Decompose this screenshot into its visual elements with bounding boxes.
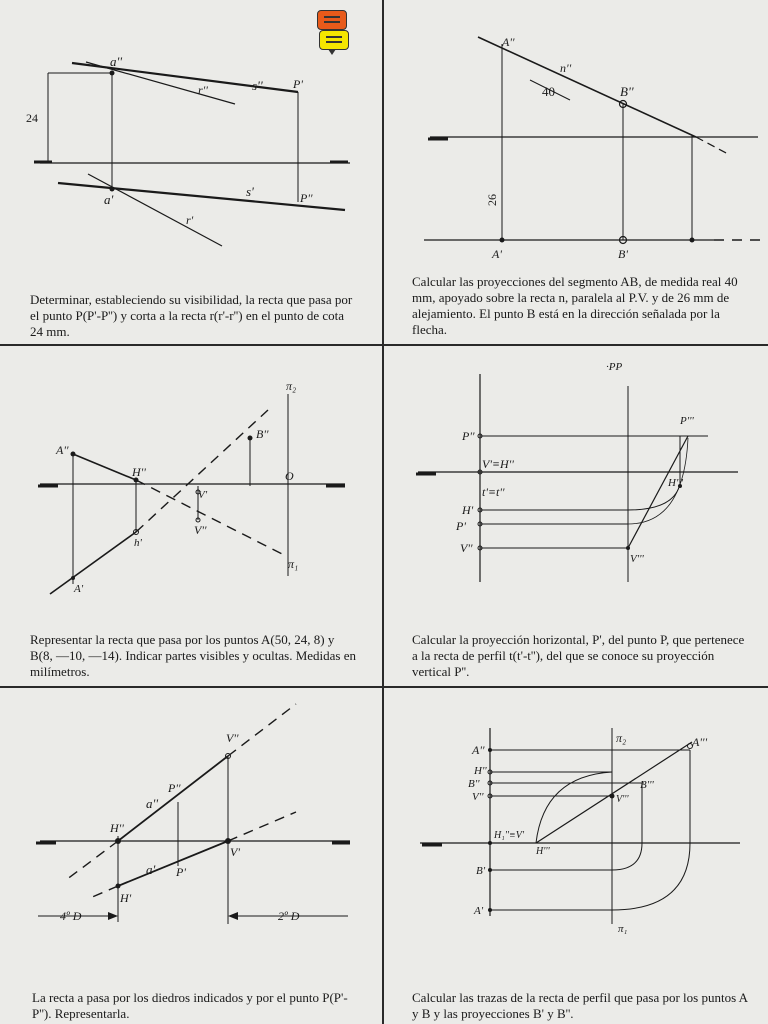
label: H''' xyxy=(536,846,550,857)
exercise-panel-2 xyxy=(384,0,768,344)
label: A' xyxy=(74,583,84,595)
label: P' xyxy=(456,519,466,533)
label: A' xyxy=(492,247,502,261)
label: A''' xyxy=(692,735,708,749)
exercise-panel-5 xyxy=(0,688,382,1024)
label: P'' xyxy=(462,429,475,443)
exercise-caption xyxy=(30,292,360,340)
label: P'' xyxy=(168,781,181,795)
label: B' xyxy=(476,865,486,877)
label: H' xyxy=(120,891,132,905)
label: H'' xyxy=(132,465,146,479)
label: n'' xyxy=(560,61,572,75)
exercise-panel-6 xyxy=(384,688,768,1024)
exercise-caption xyxy=(30,632,360,680)
label: B'' xyxy=(468,778,480,790)
label: B''' xyxy=(640,779,654,791)
exercise-caption xyxy=(412,274,752,338)
label: H'' xyxy=(110,821,124,835)
label: 26 xyxy=(485,194,499,206)
drawing-5 xyxy=(0,688,382,1024)
label: s' xyxy=(246,184,254,199)
label: π₁ xyxy=(618,923,628,935)
label: a'' xyxy=(146,796,159,811)
caption-text: La recta a pasa por los diedros indicados y por el punto P(P'-P''). Representarla. xyxy=(32,990,348,1021)
label: A'' xyxy=(56,443,69,457)
label: 4º D xyxy=(60,909,82,923)
label: V'' xyxy=(194,523,207,537)
label: H'' xyxy=(474,765,487,777)
label: π₂ xyxy=(286,379,297,393)
label: r'' xyxy=(198,83,208,97)
label: P' xyxy=(176,865,186,879)
label: A'' xyxy=(472,743,485,757)
label: P''' xyxy=(680,415,694,427)
label: 40 xyxy=(542,84,555,99)
caption-text: Calcular la proyección horizontal, P', del punto P, que pertenece a la recta de perfil t(t'-t''), del que se conoce su proyección vertical P''. xyxy=(412,632,745,679)
label: r' xyxy=(186,213,194,227)
label: H' xyxy=(462,503,474,517)
label: V''' xyxy=(630,553,644,565)
label: V''' xyxy=(616,794,629,805)
label: V'≡H'' xyxy=(482,457,514,471)
label: ·PP xyxy=(606,361,623,373)
label: V' xyxy=(198,489,208,501)
label: A' xyxy=(474,905,484,917)
exercise-panel-3 xyxy=(0,346,382,686)
caption-text: Calcular las trazas de la recta de perfil que pasa por los puntos A y B y las proyecciones B' y B''. xyxy=(412,990,748,1021)
exercise-caption xyxy=(412,632,752,680)
label: V'' xyxy=(460,541,473,555)
label: B' xyxy=(618,247,628,261)
label: B'' xyxy=(256,427,269,441)
label: H₁''≡V' xyxy=(494,830,524,841)
label: π₁ xyxy=(288,557,299,571)
caption-text: Determinar, estableciendo su visibilidad, la recta que pasa por el punto P(P'-P'') y corta a la recta r(r'-r'') en el punto de cota 24 mm. xyxy=(30,292,353,339)
label: V'' xyxy=(226,731,239,745)
label: π₂ xyxy=(616,731,627,745)
exercise-panel-4 xyxy=(384,346,768,686)
label: t'≡t'' xyxy=(482,485,505,499)
label: O xyxy=(285,469,294,483)
exercise-caption xyxy=(32,990,362,1022)
label: B'' xyxy=(620,84,634,99)
label: 2º D xyxy=(278,909,300,923)
label: a' xyxy=(146,862,156,877)
exercise-caption xyxy=(412,990,752,1022)
drawing-6 xyxy=(384,688,768,1024)
label: s'' xyxy=(252,78,263,93)
label: A'' xyxy=(502,35,515,49)
label: V' xyxy=(230,845,240,859)
label: 24 xyxy=(26,111,38,125)
exercise-panel-1 xyxy=(0,0,382,344)
label: H''' xyxy=(668,477,684,489)
caption-text: Calcular las proyecciones del segmento AB, de medida real 40 mm, apoyado sobre la recta n, paralela al P.V. y de 26 mm de alejamiento. El punto B está en la dirección señalada por la flecha. xyxy=(412,274,738,337)
label: P' xyxy=(293,77,303,91)
label: P'' xyxy=(300,191,313,205)
label: a' xyxy=(104,192,114,207)
caption-text: Representar la recta que pasa por los puntos A(50, 24, 8) y B(8, —10, —14). Indicar partes visibles y ocultas. Medidas en milímetros. xyxy=(30,632,357,679)
label: V'' xyxy=(472,791,484,803)
label: a'' xyxy=(110,54,123,69)
label: h' xyxy=(134,537,142,549)
